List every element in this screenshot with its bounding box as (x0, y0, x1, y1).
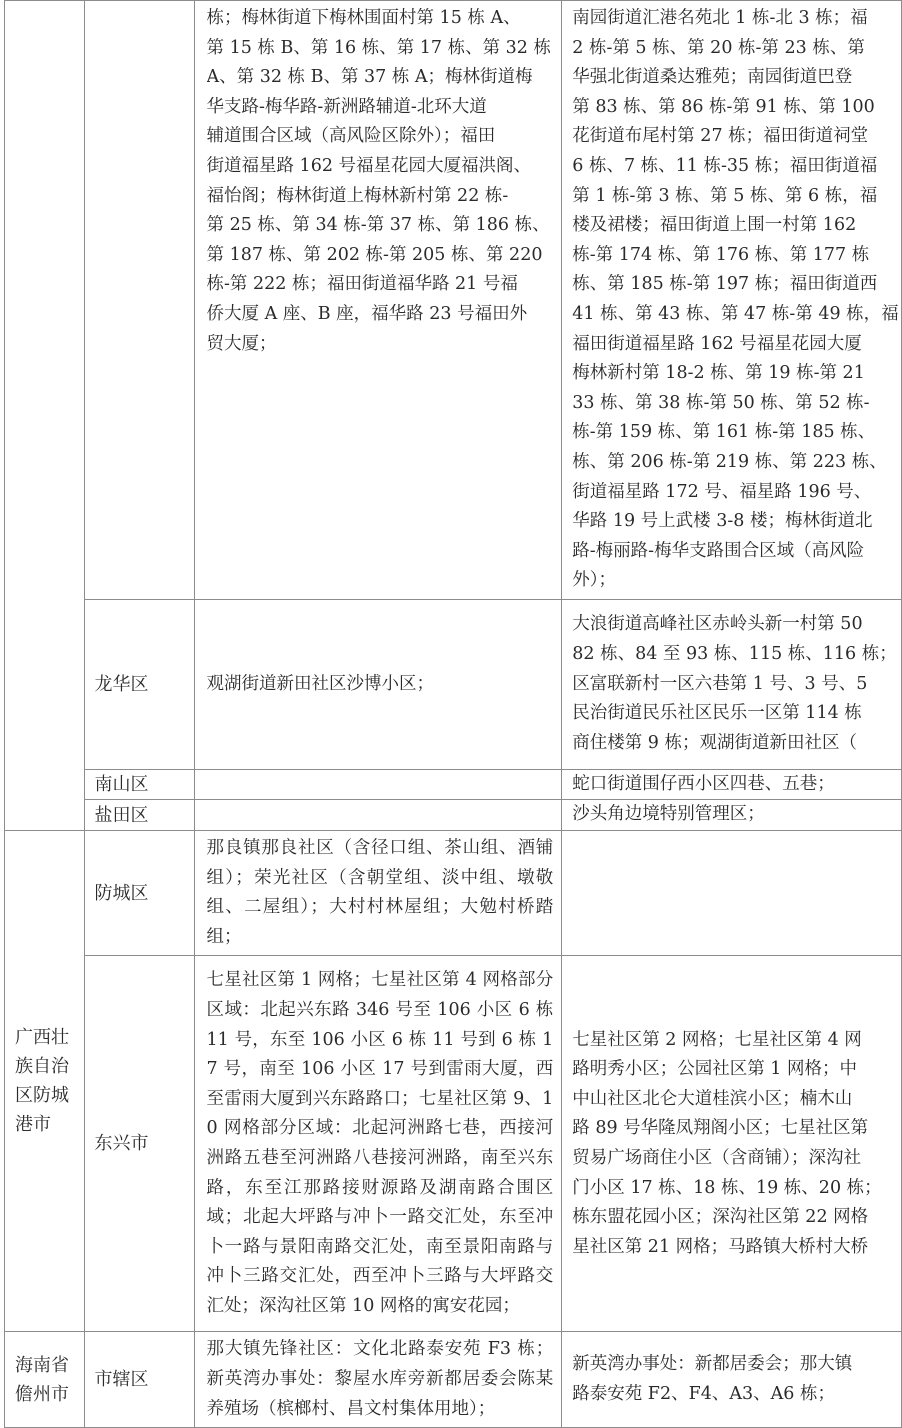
text-line: 福田街道福星路 162 号福星花园大厦 (572, 333, 862, 354)
text-line: 路泰安苑 F2、F4、A3、A6 栋； (572, 1383, 835, 1404)
medium-risk-area-text (572, 1026, 901, 1263)
text-line: 星社区第 21 网格；马路镇大桥村大桥 (572, 1236, 869, 1257)
district-label: 盐田区 (84, 800, 194, 831)
text-line: 第 83 栋、第 86 栋-第 91 栋、第 100 (572, 96, 875, 117)
district-label: 东兴市 (84, 956, 194, 1332)
table-row (5, 599, 902, 769)
medium-risk-area-cell (562, 956, 902, 1332)
text-line: 栋、第 185 栋-第 197 栋；福田街道西 (572, 274, 878, 295)
high-risk-area-text (194, 800, 562, 831)
text-line: 贸易广场商住小区（含商铺）；深沟社 (572, 1147, 861, 1168)
text-line: 华强北街道桑达雅苑；南园街道巴登 (572, 67, 853, 88)
text-line: 2 栋-第 5 栋、第 20 栋-第 23 栋、第 (572, 37, 865, 58)
text-line: 新英湾办事处：新都居委会；那大镇 (572, 1354, 853, 1375)
medium-risk-area-text (562, 831, 902, 956)
province-label: 广西壮族自治区防城港市 (5, 831, 85, 1332)
text-line: 外）； (572, 570, 616, 591)
text-line: 侨大厦 A 座、B 座，福华路 23 号福田外 (206, 303, 528, 324)
text-line: 花街道布尾村第 27 栋；福田街道祠堂 (572, 126, 869, 147)
table-row (5, 800, 902, 831)
table-row (5, 1, 902, 600)
text-line: 82 栋、84 至 93 栋、115 栋、116 栋； (572, 643, 897, 664)
province-cell (5, 1, 85, 831)
text-line: 贸大厦； (206, 333, 277, 354)
text-line: 第 1 栋-第 3 栋、第 5 栋、第 6 栋，福 (572, 185, 878, 206)
text-line: 区富联新村一区六巷第 1 号、3 号、5 (572, 673, 868, 694)
district-label: 防城区 (84, 831, 194, 956)
text-line: 第 15 栋 B、第 16 栋、第 17 栋、第 32 栋 (206, 37, 551, 58)
table-row (5, 769, 902, 800)
district-label: 南山区 (84, 769, 194, 800)
text-line: 门小区 17 栋、18 栋、19 栋、20 栋； (572, 1177, 882, 1198)
text-line: 南园街道汇港名苑北 1 栋-北 3 栋；福 (572, 8, 868, 28)
text-line: 辅道围合区域（高风险区除外）；福田 (206, 126, 496, 147)
text-line: A、第 32 栋 B、第 37 栋 A；梅林街道梅 (206, 67, 533, 88)
medium-risk-area-text: 沙头角边境特别管理区； (562, 800, 902, 831)
text-line: 6 栋、7 栋、11 栋-35 栋；福田街道福 (572, 155, 878, 176)
medium-risk-area-text (572, 4, 901, 596)
medium-risk-area-text (572, 610, 901, 758)
text-line: 栋东盟花园小区；深沟社区第 22 网格 (572, 1207, 869, 1228)
text-line: 七星社区第 2 网格；七星社区第 4 网 (572, 1029, 862, 1050)
text-line: 栋-第 222 栋；福田街道福华路 21 号福 (206, 274, 518, 295)
text-line: 41 栋、第 43 栋、第 47 栋-第 49 栋，福 (572, 303, 899, 324)
table-row (5, 956, 902, 1332)
text-line: 中山社区北仑大道桂滨小区；楠木山 (572, 1088, 853, 1109)
high-risk-area-text (194, 769, 562, 800)
high-risk-area-text: 七星社区第 1 网格；七星社区第 4 网格部分区域：北起兴东路 346 号至 106 小区 6 栋 11 号，东至 106 小区 6 栋 11 号到 6 栋 17 号，南至 106 小区 17 号到雷雨大厦，西至雷雨大厦到兴东路路口；七星社区第 9、10 网格部分区域：北起河洲路七巷，西接河洲路五巷至河洲路八巷接河洲路，南至兴东路，东至江那路接财源路及湖南路合围区域；北起大坪路与冲卜一路交汇处，东至冲卜一路与景阳南路交汇处，南至景阳南路与冲卜三路交汇处，西至冲卜三路与大坪路交汇处；深沟社区第 10 网格的寓安花园； (194, 956, 562, 1332)
medium-risk-area-text (572, 1350, 901, 1409)
text-line: 楼及裙楼；福田街道上围一村第 162 (572, 215, 857, 236)
text-line: 栋-第 174 栋、第 176 栋、第 177 栋 (572, 244, 870, 265)
district-cell (84, 1, 194, 600)
province-label: 海南省儋州市 (5, 1332, 85, 1428)
text-line: 路明秀小区；公园社区第 1 网格；中 (572, 1059, 858, 1080)
text-line: 栋；梅林街道下梅林围面村第 15 栋 A、 (206, 8, 521, 28)
risk-area-table (4, 0, 902, 1428)
high-risk-area-text (207, 4, 554, 359)
text-line: 第 25 栋、第 34 栋-第 37 栋、第 186 栋、 (206, 215, 550, 236)
text-line: 福怡阁；梅林街道上梅林新村第 22 栋- (206, 185, 509, 206)
high-risk-area-text: 那良镇那良社区（含径口组、茶山组、酒铺组）；荣光社区（含朝堂组、淡中组、墩敬组、二屋组）；大村村林屋组；大勉村桥踏组； (194, 831, 562, 956)
district-label: 龙华区 (84, 599, 194, 769)
medium-risk-area-cell (562, 1332, 902, 1428)
table-row (5, 1332, 902, 1428)
high-risk-area-text: 那大镇先锋社区：文化北路泰安苑 F3 栋；新英湾办事处：黎屋水库旁新都居委会陈某养殖场（槟榔村、昌文村集体用地）； (194, 1332, 562, 1428)
text-line: 栋、第 206 栋-第 219 栋、第 223 栋、 (572, 451, 887, 472)
medium-risk-area-cell (562, 1, 902, 600)
text-line: 路 89 号华隆凤翔阁小区；七星社区第 (572, 1118, 869, 1139)
district-label: 市辖区 (84, 1332, 194, 1428)
text-line: 栋-第 159 栋、第 161 栋-第 185 栋、 (572, 422, 876, 443)
text-line: 路-梅丽路-梅华支路围合区域（高风险 (572, 540, 865, 561)
medium-risk-area-text: 蛇口街道围仔西小区四巷、五巷； (562, 769, 902, 800)
text-line: 华路 19 号上武楼 3-8 楼；梅林街道北 (572, 511, 873, 532)
text-line: 街道福星路 172 号、福星路 196 号、 (572, 481, 872, 502)
text-line: 民治街道民乐社区民乐一区第 114 栋 (572, 703, 862, 724)
text-line: 大浪街道高峰社区赤岭头新一村第 50 (572, 614, 863, 635)
text-line: 梅林新村第 18-2 栋、第 19 栋-第 21 (572, 363, 865, 384)
high-risk-area-text: 观湖街道新田社区沙博小区； (194, 599, 562, 769)
text-line: 第 187 栋、第 202 栋-第 205 栋、第 220 (206, 244, 543, 265)
medium-risk-area-cell (562, 599, 902, 769)
high-risk-area-cell (194, 1, 562, 600)
text-line: 33 栋、第 38 栋-第 50 栋、第 52 栋- (572, 392, 870, 413)
text-line: 街道福星路 162 号福星花园大厦福洪阁、 (206, 155, 532, 176)
text-line: 华支路-梅华路-新洲路辅道-北环大道 (206, 96, 487, 117)
table-row (5, 831, 902, 956)
text-line: 商住楼第 9 栋；观湖街道新田社区（ (572, 732, 858, 753)
